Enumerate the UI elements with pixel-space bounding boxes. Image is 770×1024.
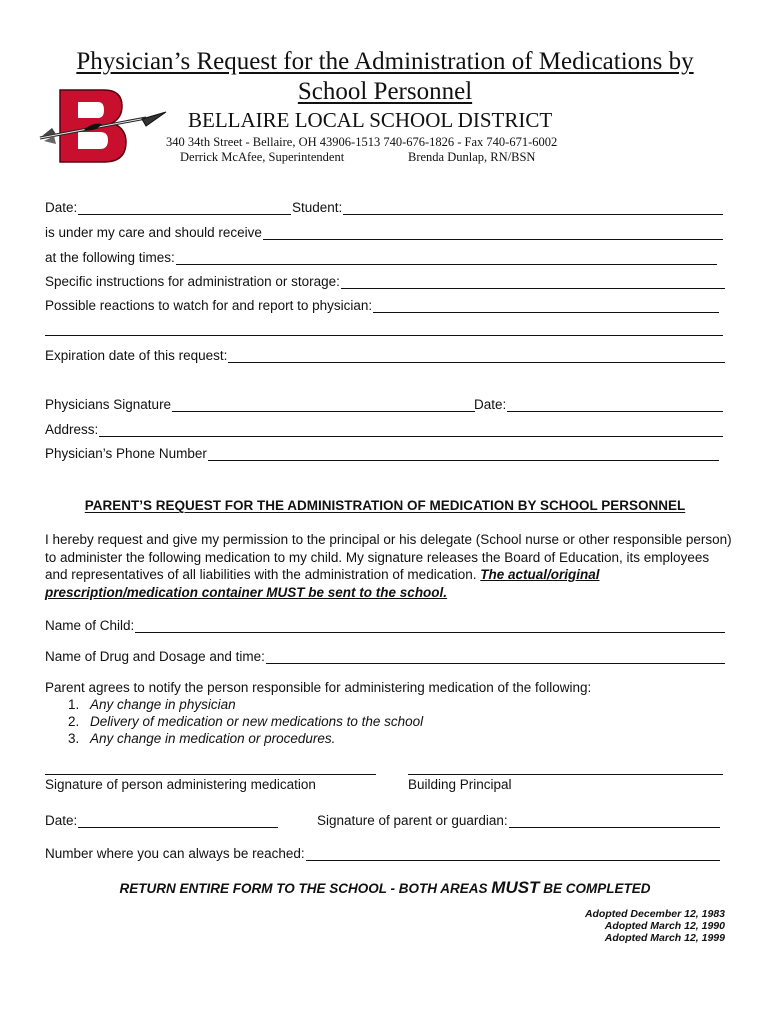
instructions-label: Specific instructions for administration or storage: [45,274,340,289]
parent-date-label: Date: [45,813,78,828]
signature-date-field[interactable] [474,394,723,412]
physician-signature-field[interactable] [45,394,475,412]
reactions-label: Possible reactions to watch for and report to physician: [45,298,373,313]
principal-signature-line[interactable] [408,774,723,775]
admin-signature-line[interactable] [45,774,376,775]
date-field[interactable] [45,197,291,215]
principal-label: Building Principal [408,777,512,792]
instructions-field[interactable] [45,271,725,289]
medication-field[interactable] [45,222,723,240]
permission-text: I hereby request and give my permission to the principal or his delegate (School nurse or other responsible person) to administer the following medication to my child. My signature releases the Board of Education, its employees and representatives of all liabilities with the administration of medication. [45,532,732,582]
parent-date-field[interactable] [45,810,278,828]
address-label: Address: [45,422,99,437]
district-address: 340 34th Street - Bellaire, OH 43906-1513 740-676-1826 - Fax 740-671-6002 [166,135,558,149]
contact-number-label: Number where you can always be reached: [45,846,305,861]
guardian-signature-field[interactable] [317,810,720,828]
student-label: Student: [292,200,343,215]
address-field[interactable] [45,419,723,437]
drug-dosage-label: Name of Drug and Dosage and time: [45,649,265,664]
drug-dosage-field[interactable] [45,646,725,664]
adopted-date-2: Adopted March 12, 1990 [604,920,725,932]
guardian-signature-label: Signature of parent or guardian: [317,813,508,828]
reactions-continuation-line[interactable] [45,335,723,336]
student-field[interactable] [292,197,723,215]
list-item: 1. Any change in physician [68,697,236,712]
care-label: is under my care and should receive [45,225,262,240]
list-item: 3. Any change in medication or procedures. [68,731,336,746]
container-requirement: The actual/original prescription/medication container MUST be sent to the school. [45,567,600,600]
expiration-field[interactable] [45,345,725,363]
district-logo [38,86,168,166]
physician-phone-field[interactable] [45,443,719,461]
date-label: Date: [45,200,78,215]
admin-signature-label: Signature of person administering medication [45,777,316,792]
reactions-field[interactable] [45,295,719,313]
physician-signature-label: Physicians Signature [45,397,172,412]
permission-paragraph [45,531,735,601]
times-field[interactable] [45,247,717,265]
notify-intro: Parent agrees to notify the person responsible for administering medication of the following: [45,680,592,695]
adopted-date-1: Adopted December 12, 1983 [584,908,725,920]
times-label: at the following times: [45,250,175,265]
notify-list [68,696,423,747]
parent-section-heading: PARENT’S REQUEST FOR THE ADMINISTRATION OF MEDICATION BY SCHOOL PERSONNEL [84,498,686,513]
signature-date-label: Date: [474,397,507,412]
adopted-date-3: Adopted March 12, 1999 [604,932,725,944]
nurse-name: Brenda Dunlap, RN/BSN [408,150,536,164]
form-title-line-1: Physician’s Request for the Administration of Medications by [76,48,694,75]
form-title-line-2: School Personnel [297,78,473,105]
return-instruction: RETURN ENTIRE FORM TO THE SCHOOL - BOTH AREAS MUST BE COMPLETED [119,878,651,897]
expiration-label: Expiration date of this request: [45,348,228,363]
contact-number-field[interactable] [45,843,720,861]
physician-phone-label: Physician’s Phone Number [45,446,207,461]
spear-icon [38,86,168,166]
district-name: BELLAIRE LOCAL SCHOOL DISTRICT [188,108,553,132]
list-item: 2. Delivery of medication or new medications to the school [68,714,424,729]
superintendent-name: Derrick McAfee, Superintendent [180,150,345,164]
child-name-label: Name of Child: [45,618,135,633]
child-name-field[interactable] [45,615,725,633]
